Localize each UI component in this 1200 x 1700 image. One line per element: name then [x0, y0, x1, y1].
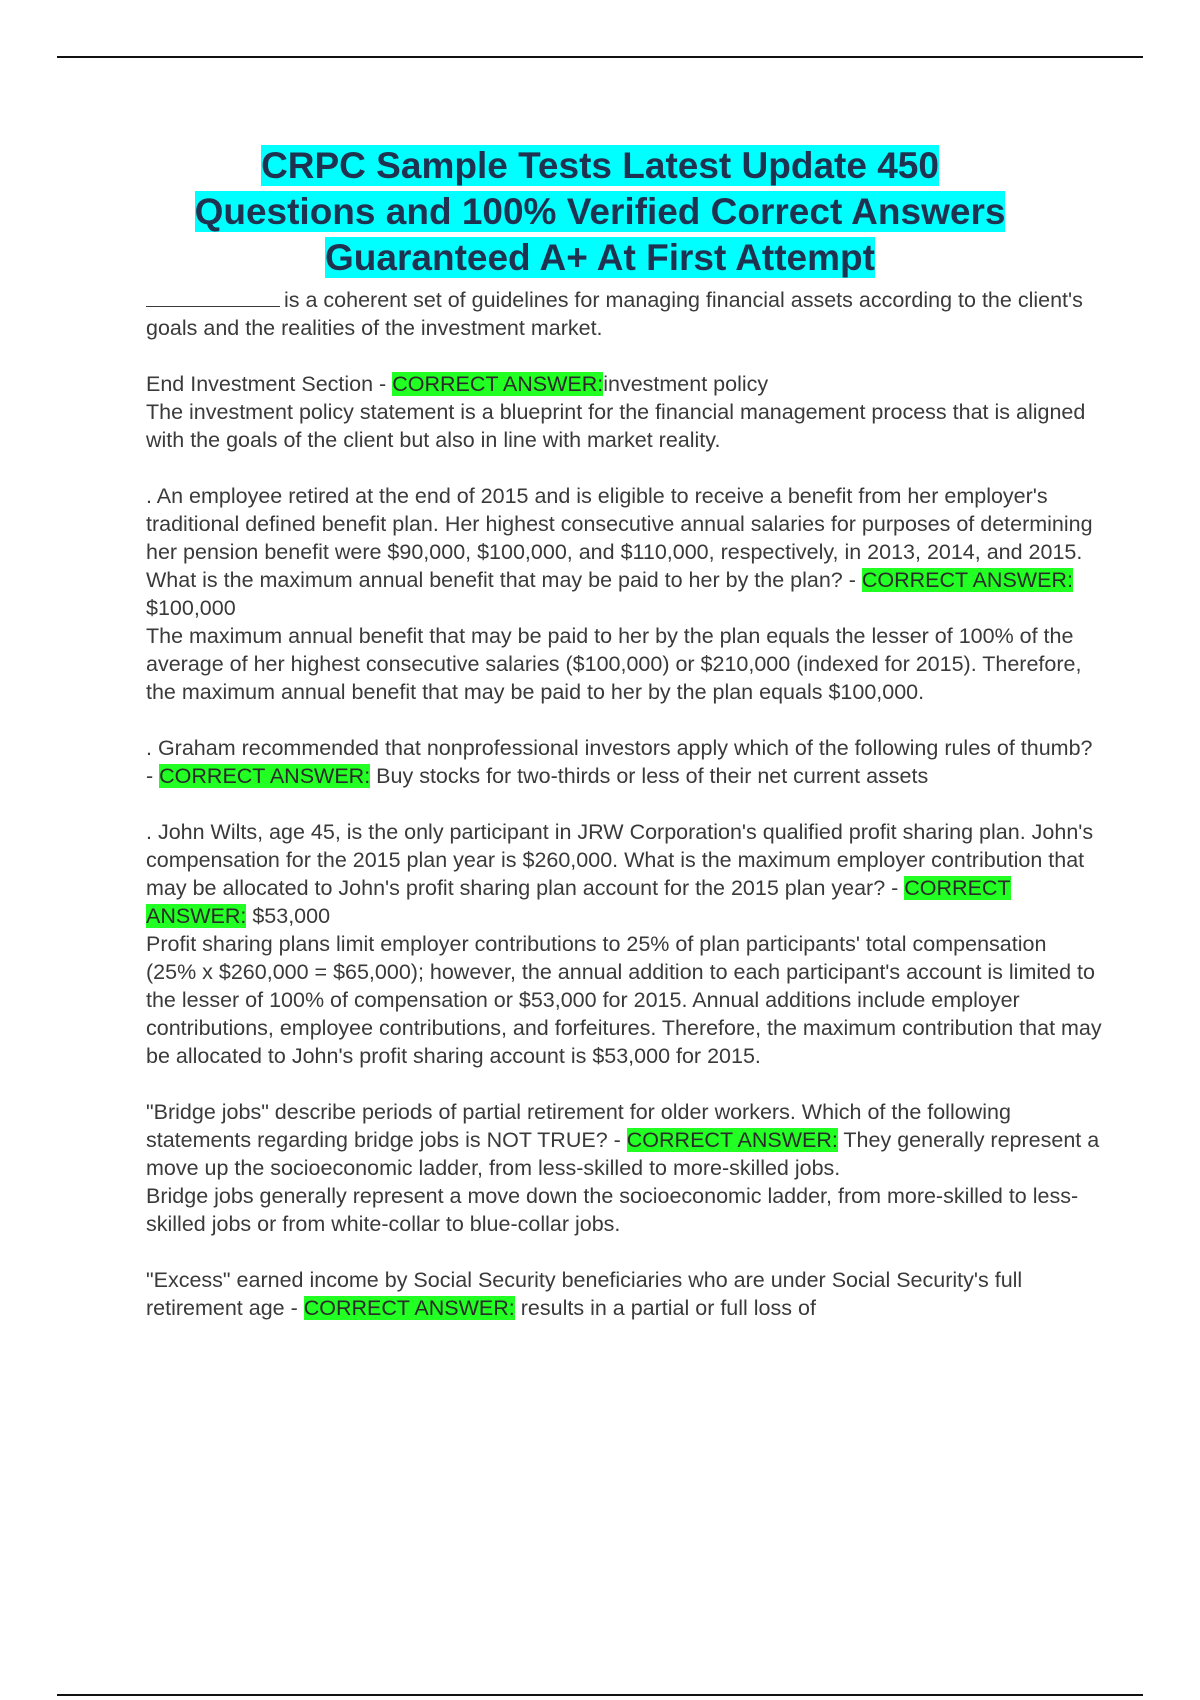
footer-rule	[57, 1694, 1143, 1696]
qa-item-3	[146, 734, 1102, 790]
question-text: . John Wilts, age 45, is the only participant in JRW Corporation's qualified profit sharing plan. John's compensation for the 2015 plan year is $260,000. What is the maximum employer contribution that may be allocated to John's profit sharing plan account for the 2015 plan year? - CORRECT ANSWER: $53,000	[146, 820, 1094, 928]
title-line-1: CRPC Sample Tests Latest Update 450	[261, 145, 939, 186]
question-text: "Excess" earned income by Social Security beneficiaries who are under Social Security's full retirement age - CORRECT ANSWER: results in a partial or full loss of	[146, 1268, 1023, 1320]
qa-item-2	[146, 482, 1102, 706]
explanation-text: The maximum annual benefit that may be paid to her by the plan equals the lesser of 100% of the average of her highest consecutive salaries ($100,000) or $210,000 (indexed for 2015). Therefore, the maximum annual benefit that may be paid to her by the plan equals $100,000.	[146, 624, 1082, 704]
fill-in-blank	[146, 286, 280, 307]
answer-text: results in a partial or full loss of	[520, 1296, 816, 1320]
section-label: End Investment Section -	[146, 372, 393, 396]
correct-answer-tag: CORRECT ANSWER:	[159, 764, 371, 788]
title-line-3: Guaranteed A+ At First Attempt	[325, 237, 875, 278]
question-answer-line	[146, 370, 1102, 398]
explanation-text: The investment policy statement is a blueprint for the financial management process that is aligned with the goals of the client but also in line with market reality.	[146, 400, 1086, 452]
answer-text: Buy stocks for two-thirds or less of their net current assets	[376, 764, 929, 788]
qa-item-4	[146, 818, 1102, 1070]
correct-answer-tag: CORRECT ANSWER:	[626, 1128, 838, 1152]
question-text: . An employee retired at the end of 2015 and is eligible to receive a benefit from her employer's traditional defined benefit plan. Her highest consecutive annual salaries for purposes of determining her pension benefit were $90,000, $100,000, and $110,000, respectively, in 2013, 2014, and 2015. What is the maximum annual benefit that may be paid to her by the plan? - CORRECT ANSWER: $100,000	[146, 484, 1093, 620]
correct-answer-tag: CORRECT ANSWER:	[861, 568, 1073, 592]
explanation-text: Bridge jobs generally represent a move down the socioeconomic ladder, from more-skilled to less-skilled jobs or from white-collar to blue-collar jobs.	[146, 1184, 1079, 1236]
answer-text: investment policy	[603, 372, 769, 396]
answer-text: $100,000	[146, 596, 236, 620]
qa-item-5	[146, 1098, 1102, 1238]
question-text: . Graham recommended that nonprofessional investors apply which of the following rules of thumb? - CORRECT ANSWER: Buy stocks for two-thirds or less of their net current assets	[146, 736, 1093, 788]
answer-text: $53,000	[252, 904, 331, 928]
qa-item-6	[146, 1266, 1102, 1322]
answer-text: They generally represent a move up the socioeconomic ladder, from less-skilled to more-skilled jobs.	[146, 1128, 1100, 1180]
question-text: "Bridge jobs" describe periods of partial retirement for older workers. Which of the following statements regarding bridge jobs is NOT TRUE? - CORRECT ANSWER: They generally represent a move up the socioeconomic ladder, from less-skilled to more-skilled jobs.	[146, 1100, 1100, 1180]
title-line-2: Questions and 100% Verified Correct Answers	[194, 191, 1006, 232]
qa-item-1	[146, 286, 1102, 454]
header-rule	[57, 56, 1143, 58]
correct-answer-tag: CORRECT ANSWER:	[146, 876, 1011, 928]
document-title	[100, 143, 1100, 281]
correct-answer-tag: CORRECT ANSWER:	[303, 1296, 515, 1320]
question-text: is a coherent set of guidelines for managing financial assets according to the client's goals and the realities of the investment market.	[146, 288, 1083, 340]
explanation-text: Profit sharing plans limit employer contributions to 25% of plan participants' total compensation (25% x $260,000 = $65,000); however, the annual addition to each participant's account is limited to the lesser of 100% of compensation or $53,000 for 2015. Annual additions include employer contributions, employee contributions, and forfeitures. Therefore, the maximum contribution that may be allocated to John's profit sharing account is $53,000 for 2015.	[146, 932, 1102, 1068]
correct-answer-tag: CORRECT ANSWER:	[392, 372, 604, 396]
document-body	[146, 286, 1102, 1322]
